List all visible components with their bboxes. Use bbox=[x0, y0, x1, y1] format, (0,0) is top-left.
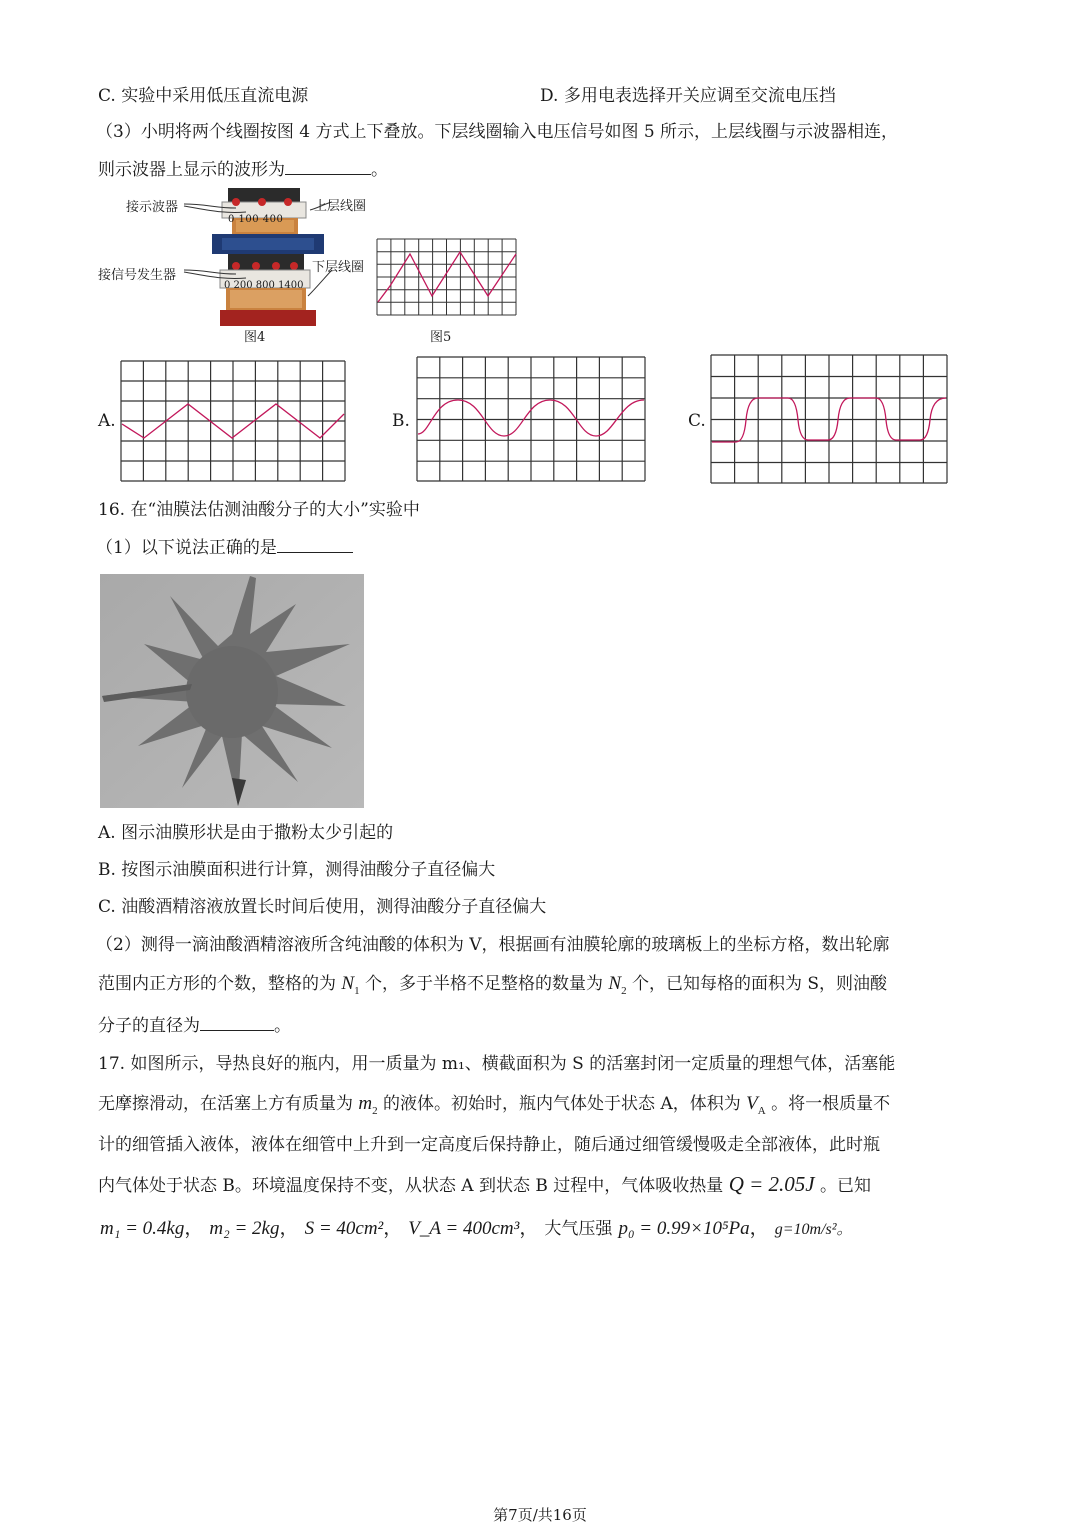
label-upper-terminals: 0 100 400 bbox=[228, 214, 284, 225]
q16-part2-end: 。 bbox=[274, 1016, 291, 1036]
answer-blank bbox=[285, 174, 371, 175]
choice-a-label: A. bbox=[98, 411, 116, 431]
q16-part2-text-b: 个，多于半格不足整格的数量为 bbox=[365, 974, 603, 994]
figure-5-input-signal bbox=[376, 238, 518, 316]
atmospheric-pressure-label: 大气压强 bbox=[544, 1219, 613, 1239]
label-lower-terminals: 0 200 800 1400 bbox=[224, 280, 304, 291]
figure-4-caption: 图4 bbox=[244, 330, 266, 345]
q16-option-a: A. 图示油膜形状是由于撒粉太少引起的 bbox=[98, 823, 394, 843]
q17-line2-text-c: 。将一根质量不 bbox=[771, 1094, 891, 1114]
terminal-100-upper bbox=[258, 198, 266, 206]
answer-blank bbox=[277, 552, 353, 553]
given-m2: m₂ = 2kg bbox=[209, 1218, 280, 1239]
answer-blank bbox=[200, 1030, 274, 1031]
q17-line2 bbox=[98, 1092, 890, 1123]
terminal-200-lower bbox=[252, 262, 260, 270]
given-s: S = 40cm² bbox=[304, 1218, 384, 1239]
separator: ， bbox=[279, 1217, 299, 1239]
oil-film-photo bbox=[100, 574, 364, 808]
choice-b-label: B. bbox=[392, 411, 410, 431]
symbol-n2 bbox=[608, 973, 627, 997]
terminal-1400-lower bbox=[290, 262, 298, 270]
label-lower-coil: 下层线圈 bbox=[312, 260, 365, 275]
q16-part2-line3 bbox=[98, 1014, 291, 1038]
q16-part2-text-c: 个，已知每格的面积为 S，则油酸 bbox=[632, 974, 888, 994]
coil-base bbox=[220, 310, 316, 326]
terminal-800-lower bbox=[272, 262, 280, 270]
label-upper-coil: 上层线圈 bbox=[314, 199, 367, 214]
figure-5-caption: 图5 bbox=[430, 330, 452, 345]
choice-a-waveform[interactable] bbox=[120, 360, 346, 482]
choice-c-waveform[interactable] bbox=[710, 354, 948, 484]
choice-b-waveform[interactable] bbox=[416, 356, 646, 482]
symbol-m2-sub: 2 bbox=[372, 1104, 378, 1117]
separator: ， bbox=[184, 1217, 204, 1239]
terminal-0-upper bbox=[232, 198, 240, 206]
q16-part2-line1: （2）测得一滴油酸酒精溶液所含纯油酸的体积为 V，根据画有油膜轮廓的玻璃板上的坐标方格，数出轮廓 bbox=[96, 935, 890, 955]
oil-film-center bbox=[186, 646, 278, 738]
q15-part3-end: 。 bbox=[371, 160, 388, 180]
symbol-va-sub: A bbox=[757, 1104, 766, 1117]
symbol-va bbox=[746, 1093, 766, 1117]
symbol-n1 bbox=[341, 973, 360, 997]
q15-option-c: C. 实验中采用低压直流电源 bbox=[98, 86, 309, 106]
given-va: V_A = 400cm³ bbox=[408, 1218, 520, 1239]
q17-line3: 计的细管插入液体，液体在细管中上升到一定高度后保持静止，随后通过细管缓慢吸走全部液体，此时瓶 bbox=[98, 1135, 880, 1155]
q16-part2-text-a: 范围内正方形的个数，整格的为 bbox=[98, 974, 336, 994]
heat-q-expression: Q = 2.05J bbox=[728, 1172, 815, 1196]
label-connect-scope: 接示波器 bbox=[126, 200, 179, 215]
symbol-n2-base: N bbox=[608, 973, 622, 994]
q15-part3-line1: （3）小明将两个线圈按图 4 方式上下叠放。下层线圈输入电压信号如图 5 所示，上层线圈与示波器相连， bbox=[96, 122, 899, 142]
q17-line2-text-b: 的液体。初始时，瓶内气体处于状态 A，体积为 bbox=[383, 1094, 741, 1114]
symbol-n1-sub: 1 bbox=[354, 984, 360, 997]
symbol-m2 bbox=[358, 1093, 378, 1117]
q17-line4 bbox=[98, 1172, 871, 1198]
choice-c-label: C. bbox=[688, 411, 706, 431]
page-footer: 第7页/共16页 bbox=[493, 1506, 587, 1524]
given-p0: p₀ = 0.99×10⁵Pa bbox=[618, 1218, 750, 1239]
q16-part1 bbox=[96, 536, 353, 560]
choice-b-grid bbox=[417, 357, 645, 481]
q17-line2-text-a: 无摩擦滑动，在活塞上方有质量为 bbox=[98, 1094, 353, 1114]
terminal-400-upper bbox=[284, 198, 292, 206]
separator: ， bbox=[519, 1217, 539, 1239]
q17-line4-text-a: 内气体处于状态 B。环境温度保持不变，从状态 A 到状态 B 过程中，气体吸收热量 bbox=[98, 1176, 724, 1196]
lower-coil-winding-highlight bbox=[230, 290, 302, 308]
q15-part3-text: 则示波器上显示的波形为 bbox=[98, 160, 285, 180]
q16-option-b: B. 按图示油膜面积进行计算，测得油酸分子直径偏大 bbox=[98, 860, 496, 880]
q17-line4-text-b: 。已知 bbox=[820, 1176, 872, 1196]
choice-a-grid bbox=[121, 361, 345, 481]
q16-option-c: C. 油酸酒精溶液放置长时间后使用，测得油酸分子直径偏大 bbox=[98, 897, 547, 917]
q17-line1: 17. 如图所示，导热良好的瓶内，用一质量为 m₁、横截面积为 S 的活塞封闭一定质量的理想气体，活塞能 bbox=[98, 1054, 896, 1074]
given-m1: m₁ = 0.4kg bbox=[100, 1218, 185, 1239]
q16-part2-text-d: 分子的直径为 bbox=[98, 1016, 200, 1036]
q17-given-values bbox=[100, 1216, 853, 1242]
label-connect-signal: 接信号发生器 bbox=[98, 268, 177, 283]
q15-part3-line2 bbox=[98, 158, 388, 182]
q16-part1-text: （1）以下说法正确的是 bbox=[96, 538, 277, 558]
q15-option-d: D. 多用电表选择开关应调至交流电压挡 bbox=[540, 86, 836, 106]
given-g: g=10m/s²。 bbox=[774, 1221, 853, 1238]
terminal-0-lower bbox=[232, 262, 240, 270]
separator: ， bbox=[383, 1217, 403, 1239]
figure-5-grid bbox=[377, 239, 516, 315]
iron-core-plate-top bbox=[222, 238, 314, 250]
q16-part2-line2 bbox=[98, 972, 887, 1003]
separator: ， bbox=[749, 1217, 769, 1239]
symbol-n2-sub: 2 bbox=[621, 984, 627, 997]
q16-title: 16. 在“油膜法估测油酸分子的大小”实验中 bbox=[98, 500, 420, 520]
symbol-va-base: V bbox=[746, 1093, 758, 1114]
symbol-n1-base: N bbox=[341, 973, 355, 994]
symbol-m2-base: m bbox=[358, 1093, 373, 1114]
